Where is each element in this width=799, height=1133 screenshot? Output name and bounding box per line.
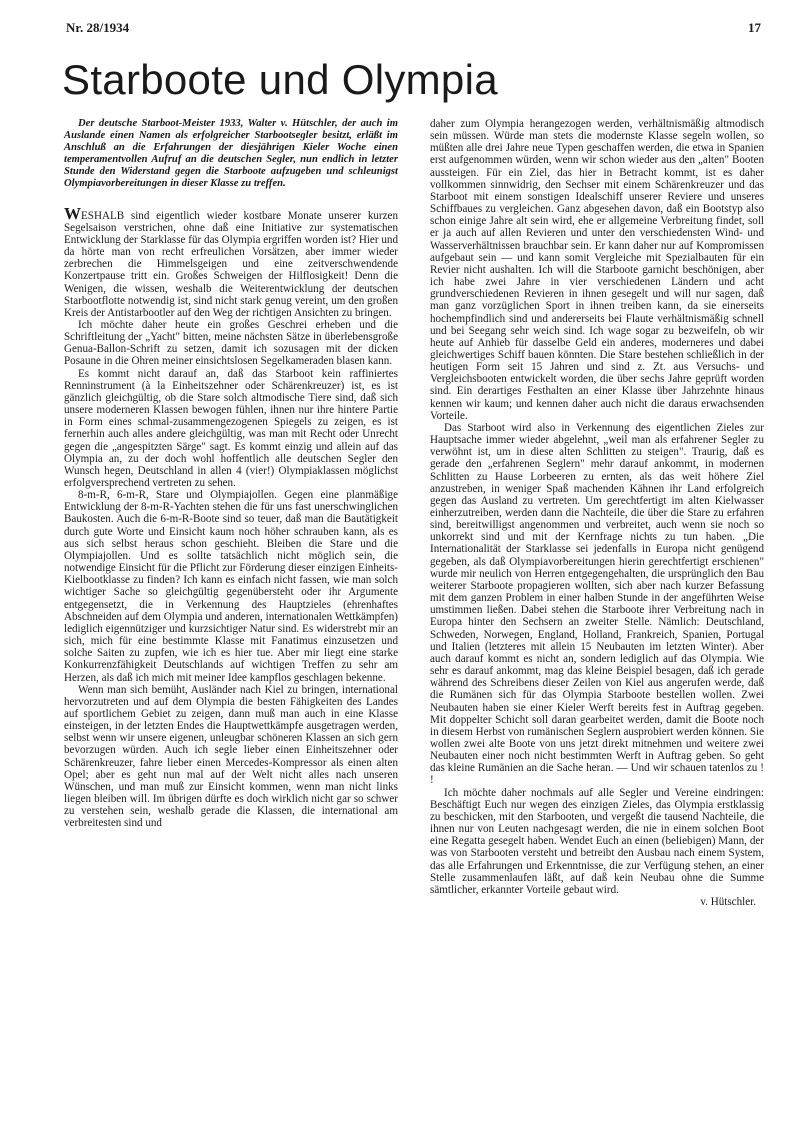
article-title: Starboote und Olympia [62,56,498,103]
paragraph: Wenn man sich bemüht, Ausländer nach Kiel zu bringen, international hervorzutreten und auf dem Olympia die besten Fähigkeiten des Landes auf sportlichem Gebiet zu zeigen, dann muß man auch in eine Klasse einsteigen, in der letzten Endes die Hauptwettkämpfe ausgetragen werden, selbst wenn wir unsere eigenen, unleugbar schöneren Klassen an sich gern bevorzugen würden. Auch ich segle lieber einen Einheitszehner oder Schärenkreuzer, fahre lieber einen Mercedes-Kompressor als einen alten Opel; aber es geht nun mal auf der Welt nicht alles nach unseren Wünschen, und man muß zur Einsicht kommen, wenn man nicht links liegen bleiben will. Im übrigen dürfte es doch wirklich nicht gar so schwer zu verstehen sein, weshalb gerade die Klassen, die international am verbreitesten sind und [64,683,398,830]
paragraph: Ich möchte daher heute ein großes Geschrei erheben und die Schriftleitung der „Yacht" bitten, meine nächsten Sätze in überlebensgroße Genua-Ballon-Schrift zu setzen, damit ich sozusagen mit der dicken Posaune in die Ohren meiner einsichtslosen Segelkameraden blasen kann. [64,318,398,368]
paragraph-text: ESHALB sind eigentlich wieder kostbare Monate unserer kurzen Segelsaison verstrichen, ohne daß eine Initiative zur systematischen Entwicklung der Starklasse für das Olympia ergriffen worden ist? Hier und da hörte man von recht erfreulichen Vorsätzen, aber immer wieder zerbrechen die Himmelsgeigen und eine zeitverschwendende Konzertpause tritt ein. Großes Schweigen der Hilflosigkeit! Denn die Wenigen, die wissen, weshalb die Weiterentwicklung der deutschen Starbootflotte notwendig ist, sind nicht stark genug vereint, um den großen Kreis der Antistarbootler auf den Weg der richtigen Ansichten zu bringen. [64,209,398,319]
paragraph: Ich möchte daher nochmals auf alle Segler und Vereine eindringen: Beschäftigt Euch nur wegen des einzigen Zieles, das Olympia erstklassig zu beschicken, mit den Starbooten, und vergeßt die tausend Nachteile, die ihnen nur von Leuten nachgesagt werden, die nie in einem solchen Boot eine Regatta gesegelt haben. Wendet Euch an einen (beliebigen) Mann, der was von Starbooten versteht und betreibt den Ausbau nach einem System, das alle Erfahrungen und Erkenntnisse, die zur Verfügung stehen, an einer Stelle zusammenlaufen läßt, auf daß kein Neubau ohne die Summe sämtlicher, erkannter Vorteile gebaut wird. [430,786,764,896]
author-signature: v. Hütschler. [700,896,756,908]
article-lead: Der deutsche Starboot-Meister 1933, Walter v. Hütschler, der auch im Auslande einen Namen als erfolgreicher Starbootsegler besitzt, erläßt im Anschluß an die Erfahrungen der diesjährigen Kieler Woche einen temperamentvollen Aufruf an die deutschen Segler, nun endlich in letzter Stunde den Widerstand gegen die Starboote aufzugeben und schleunigst Olympiavorbereitungen in dieser Klasse zu treffen. [64,118,398,190]
column-right [430,118,764,908]
page-number: 17 [748,20,761,35]
paragraph: Es kommt nicht darauf an, daß das Starboot kein raffiniertes Renninstrument (à la Einheitszehner oder Schärenkreuzer) ist, es ist gänzlich gleichgültig, ob die Stare solch altmodische Tiere sind, daß sich unsere moderneren Klassen bewogen fühlen, ihnen nur ihre hintere Partie in Form eines schmal-zusammengezogenen Spiegels zu zeigen, es ist fernerhin auch alles andere gleichgültig, was man mit Recht oder Unrecht gegen die „angespitzten Särge" sagt. Es kommt einzig und allein auf das Olympia an, zu der doch wohl hoffentlich alle deutschen Segler den Wunsch hegen, Deutschland in allen 4 (vier!) Olympiaklassen möglichst erfolgversprechend vertreten zu sehen. [64,367,398,489]
column-left [64,118,398,830]
paragraph: daher zum Olympia herangezogen werden, verhältnismäßig altmodisch sein müssen. Würde man stets die modernste Klasse segeln wollen, so müßten alle drei Jahre neue Typen geschaffen werden, die etwa in Spanien erst aufgenommen würden, wenn wir schon wieder aus den „alten" Booten aussteigen. Für ein Ziel, das hier in Betracht kommt, ist es daher vollkommen sinnwidrig, den Sechser mit einem Schärenkreuzer und das Starboot mit einem sonstigen Idealschiff unserer Reviere und unseres Schiffbaues zu vergleichen. Ganz abgesehen davon, daß ein Bootstyp also schon einige Jahre alt sein wird, ehe er allgemeine Verbreitung findet, soll er ja auch auf allen Revieren und unter den verschiedensten Wind- und Wasserverhältnissen brauchbar sein. Er kann daher nur auf Kompromissen aufgebaut sein — und kann somit Vergleiche mit Spezialbauten für ein Revier nicht aushalten. Ich will die Starboote garnicht beschönigen, aber ich habe zwei Jahre in vier verschiedenen Ländern und acht grundverschiedenen Revieren in ihnen gesegelt und will nur sagen, daß man ganz vorzüglichen Sport in ihnen treiben kann, da sie einerseits hochempfindlich sind und andererseits bei Flaute verhältnismäßig schnell und bei Seegang sehr weich sind. Ich wage sogar zu bezweifeln, ob wir heute auf Anhieb für dasselbe Geld ein anderes, moderneres und dabei gleichwertiges Schiff bauen könnten. Die Stare bestehen schließlich in der heutigen Form seit 15 Jahren und sind z. Zt. aus Versuchs- und Vergleichsbooten entwickelt worden, die über sechs Jahre geprüft worden sind. Ein derartiges Festhalten an einer Klasse über Jahrzehnte hinaus kennen wir kaum; und kennen daher auch nicht die daraus erwachsenden Vorteile. [430,118,764,422]
paragraph: 8-m-R, 6-m-R, Stare und Olympiajollen. Gegen eine planmäßige Entwicklung der 8-m-R-Yachten stehen die für uns fast unerschwinglichen Baukosten. Auch die 6-m-R-Boote sind so teuer, daß man die Bautätigkeit durch gute Worte und Einsicht kaum noch höher schrauben kann, als es aus sich selbst heraus schon geschieht. Bleiben die Stare und die Olympiajollen. Und es sollte tatsächlich nicht möglich sein, die notwendige Einsicht für die Pflicht zur Förderung dieser einzigen Einheits-Kielbootklasse zu finden? Ich kann es einfach nicht fassen, wie man solch wichtiger Sache so gleichgültig gegenübersteht oder ihr Argumente entgegensetzt, die in Verkennung des Hauptzieles (ehrenhaftes Abschneiden auf dem Olympia und anderen, internationalen Wettkämpfen) lediglich eigennütziger und kurzsichtiger Natur sind. Es widerstrebt mir an sich, mich für eine bestimmte Klasse mit Fanatimus einzusetzen und solche Saiten zu zupfen, wie ich es hier tue. Aber mir liegt eine starke Konkurrenzfähigkeit Deutschlands auf wichtigen Treffen zu sehr am Herzen, als daß ich mich mit meiner Idee kampflos geschlagen bekenne. [64,489,398,684]
drop-cap: W [64,203,81,223]
paragraph [64,203,398,319]
paragraph: Das Starboot wird also in Verkennung des eigentlichen Zieles zur Hauptsache immer wieder abgelehnt, „weil man als erfahrener Segler zu verwöhnt ist, um in diese alten Schlitten zu steigen". Traurig, daß es gerade den „erfahrenen Seglern" mehr darauf ankommt, in modernen Schlitten zu Hause Lorbeeren zu ernten, als das weit höhere Ziel anzustreben, in weniger Spaß machenden Kähnen ihr Land erfolgreich gegen das Ausland zu vertreten. Um gerechtfertigt im alten Kielwasser einherzutreiben, werden dann die Nachteile, die über die Stare zu erfahren sind, bereitwilligst angenommen und verbreitet, auch wenn sie noch so unkorrekt sind und mit der Kernfrage nichts zu tun haben. „Die Internationalität der Starklasse sei jedenfalls in Europa nicht genügend gegeben, als daß Olympiavorbereitungen hierin gerechtfertigt erschienen" wurde mir neulich von Herren entgegengehalten, die ursprünglich den Bau weiterer Starboote propagieren wollten, sich aber nach kurzer Befassung mit dem ganzen Problem in einer halben Stunde in der angeführten Weise umstimmen ließen. Dabei stehen die Starboote ihrer Verbreitung nach in Europa hinter den Sechsern an zweiter Stelle. Nämlich: Deutschland, Schweden, Norwegen, England, Holland, Frankreich, Spanien, Portugal und Italien (letzteres mit allein 15 Neubauten im letzten Winter). Aber auch darauf kommt es nicht an, sondern lediglich auf das Olympia. Wie sehr es darauf ankommt, mag das kleine Beispiel besagen, daß ich gerade während des Schreibens dieser Zeilen von Kiel aus angerufen werde, daß die Rumänen sich für das Olympia Starboote bestellen wollen. Zwei Neubauten haben sie einer Kieler Werft bereits fest in Auftrag gegeben. Mit doppelter Schicht soll daran gearbeitet werden, damit die Boote noch in diesem Herbst von rumänischen Seglern ausprobiert werden können. Sie wollen zwei alte Boote von uns jetzt direkt mitnehmen und weitere zwei Neubauten einer noch nicht bestimmten Werft in Auftrag geben. So geht das kleine Rumänien an die Sache heran. — Und wir schauen tatenlos zu ! ! [430,421,764,787]
issue-number: Nr. 28/1934 [66,20,130,35]
